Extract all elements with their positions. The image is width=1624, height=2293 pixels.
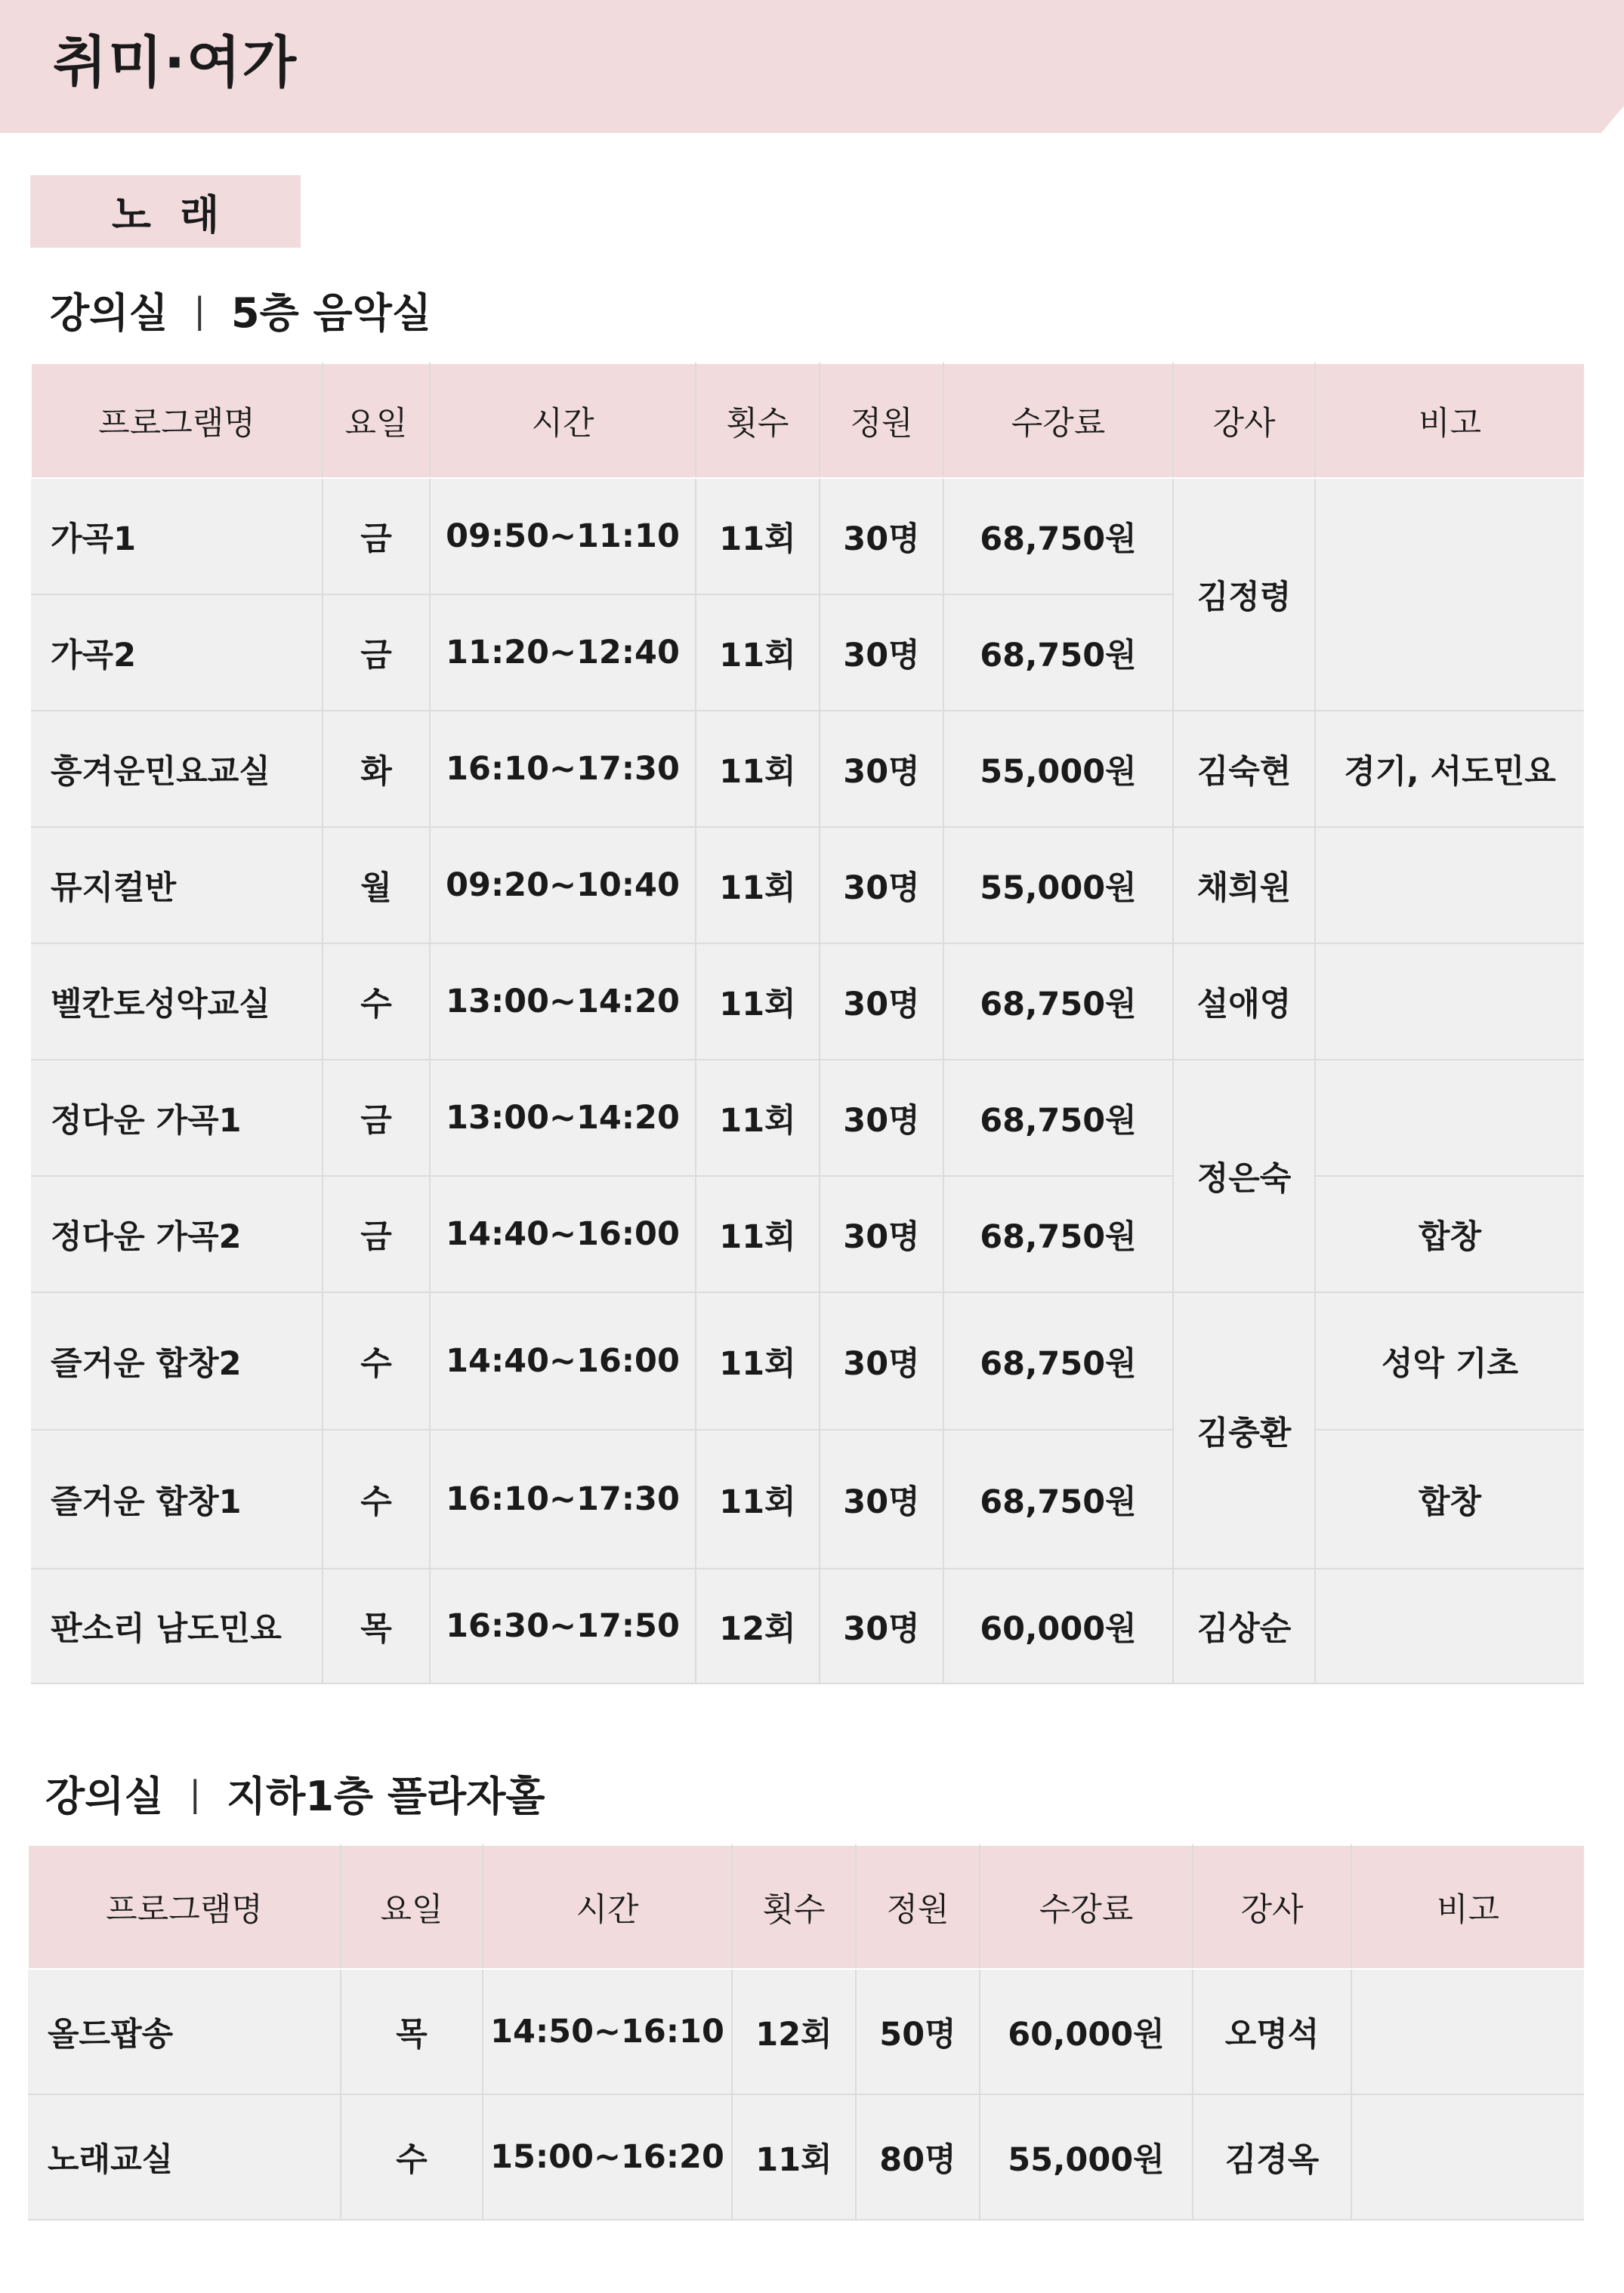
fee: 60,000원 [980,1969,1193,2094]
capacity: 50명 [856,1969,980,2094]
program-name: 벨칸토성악교실 [31,943,323,1060]
room-name: 지하1층 플라자홀 [227,1773,545,1820]
header-fee: 수강료 [943,363,1173,478]
count: 11회 [696,827,820,943]
room-heading-1 [50,281,431,339]
program-name: 판소리 남도민요 [31,1569,323,1683]
capacity: 30명 [820,1569,943,1683]
table-row [31,711,1584,827]
day: 금 [323,478,430,594]
capacity: 30명 [820,1176,943,1292]
day: 금 [323,1060,430,1176]
separator: | [193,289,205,331]
room-label: 강의실 [50,289,168,337]
count: 11회 [696,1430,820,1569]
time: 13:00~14:20 [430,1060,696,1176]
day: 화 [323,711,430,827]
count: 12회 [732,1969,856,2094]
count: 11회 [696,594,820,711]
table-row [28,1969,1584,2094]
time: 15:00~16:20 [483,2094,732,2220]
fee: 68,750원 [943,1430,1173,1569]
program-name: 뮤지컬반 [31,827,323,943]
count: 11회 [696,711,820,827]
count: 11회 [696,943,820,1060]
header-note: 비고 [1351,1845,1584,1969]
room-name: 5층 음악실 [231,289,432,337]
teacher: 설애영 [1173,943,1315,1060]
count: 12회 [696,1569,820,1683]
table-row [31,1292,1584,1430]
teacher: 김경옥 [1193,2094,1351,2220]
time: 11:20~12:40 [430,594,696,711]
header-day: 요일 [323,363,430,478]
time: 16:10~17:30 [430,711,696,827]
day: 수 [341,2094,483,2220]
teacher: 김충환 [1173,1292,1315,1569]
header-program: 프로그램명 [31,363,323,478]
count: 11회 [732,2094,856,2220]
header-teacher: 강사 [1173,363,1315,478]
fee: 68,750원 [943,478,1173,594]
fee: 55,000원 [980,2094,1193,2220]
day: 수 [323,1292,430,1430]
table-row [31,827,1584,943]
header-program: 프로그램명 [28,1845,341,1969]
note: 합창 [1315,1176,1584,1292]
teacher: 김정령 [1173,478,1315,711]
program-name: 즐거운 합창1 [31,1430,323,1569]
header-day: 요일 [341,1845,483,1969]
time: 16:10~17:30 [430,1430,696,1569]
teacher: 오명석 [1193,1969,1351,2094]
fee: 68,750원 [943,594,1173,711]
fee: 55,000원 [943,711,1173,827]
page-title: 취미·여가 [53,30,298,95]
fee: 68,750원 [943,1060,1173,1176]
table-row [31,1060,1584,1176]
time: 09:20~10:40 [430,827,696,943]
count: 11회 [696,478,820,594]
day: 금 [323,1176,430,1292]
day: 수 [323,943,430,1060]
day: 금 [323,594,430,711]
time: 13:00~14:20 [430,943,696,1060]
capacity: 30명 [820,1060,943,1176]
count: 11회 [696,1176,820,1292]
schedule-table-1 [30,363,1584,1684]
fee: 68,750원 [943,1176,1173,1292]
capacity: 30명 [820,478,943,594]
capacity: 30명 [820,1430,943,1569]
header-time: 시간 [430,363,696,478]
capacity: 30명 [820,1292,943,1430]
note [1315,943,1584,1060]
program-name: 노래교실 [28,2094,341,2220]
time: 14:50~16:10 [483,1969,732,2094]
fee: 60,000원 [943,1569,1173,1683]
schedule-table-2 [27,1844,1584,2220]
time: 14:40~16:00 [430,1176,696,1292]
capacity: 30명 [820,594,943,711]
capacity: 30명 [820,711,943,827]
category-label: 노래 [30,175,301,248]
program-name: 즐거운 합창2 [31,1292,323,1430]
teacher: 정은숙 [1173,1060,1315,1292]
header-count: 횟수 [696,363,820,478]
table-row [31,1569,1584,1683]
separator: | [189,1773,201,1814]
header-time: 시간 [483,1845,732,1969]
time: 09:50~11:10 [430,478,696,594]
header-fee: 수강료 [980,1845,1193,1969]
day: 월 [323,827,430,943]
note: 합창 [1315,1430,1584,1569]
table-row [31,1176,1584,1292]
room-heading-2 [45,1764,545,1822]
time: 16:30~17:50 [430,1569,696,1683]
note [1315,478,1584,711]
teacher: 김숙현 [1173,711,1315,827]
fee: 68,750원 [943,943,1173,1060]
header-capacity: 정원 [820,363,943,478]
program-name: 정다운 가곡1 [31,1060,323,1176]
fee: 55,000원 [943,827,1173,943]
header-note: 비고 [1315,363,1584,478]
table-row [31,478,1584,594]
table-row [28,2094,1584,2220]
note [1315,1060,1584,1176]
count: 11회 [696,1060,820,1176]
note [1315,1569,1584,1683]
program-name: 가곡1 [31,478,323,594]
program-name: 올드팝송 [28,1969,341,2094]
fee: 68,750원 [943,1292,1173,1430]
table-row [31,1430,1584,1569]
day: 수 [323,1430,430,1569]
count: 11회 [696,1292,820,1430]
teacher: 김상순 [1173,1569,1315,1683]
day: 목 [341,1969,483,2094]
program-name: 정다운 가곡2 [31,1176,323,1292]
program-name: 흥겨운민요교실 [31,711,323,827]
capacity: 30명 [820,827,943,943]
capacity: 80명 [856,2094,980,2220]
capacity: 30명 [820,943,943,1060]
room-label: 강의실 [45,1773,164,1820]
note [1351,1969,1584,2094]
note [1315,827,1584,943]
header-count: 횟수 [732,1845,856,1969]
header-teacher: 강사 [1193,1845,1351,1969]
header-capacity: 정원 [856,1845,980,1969]
note: 성악 기초 [1315,1292,1584,1430]
note [1351,2094,1584,2220]
time: 14:40~16:00 [430,1292,696,1430]
day: 목 [323,1569,430,1683]
note: 경기, 서도민요 [1315,711,1584,827]
table-row [31,943,1584,1060]
teacher: 채희원 [1173,827,1315,943]
program-name: 가곡2 [31,594,323,711]
